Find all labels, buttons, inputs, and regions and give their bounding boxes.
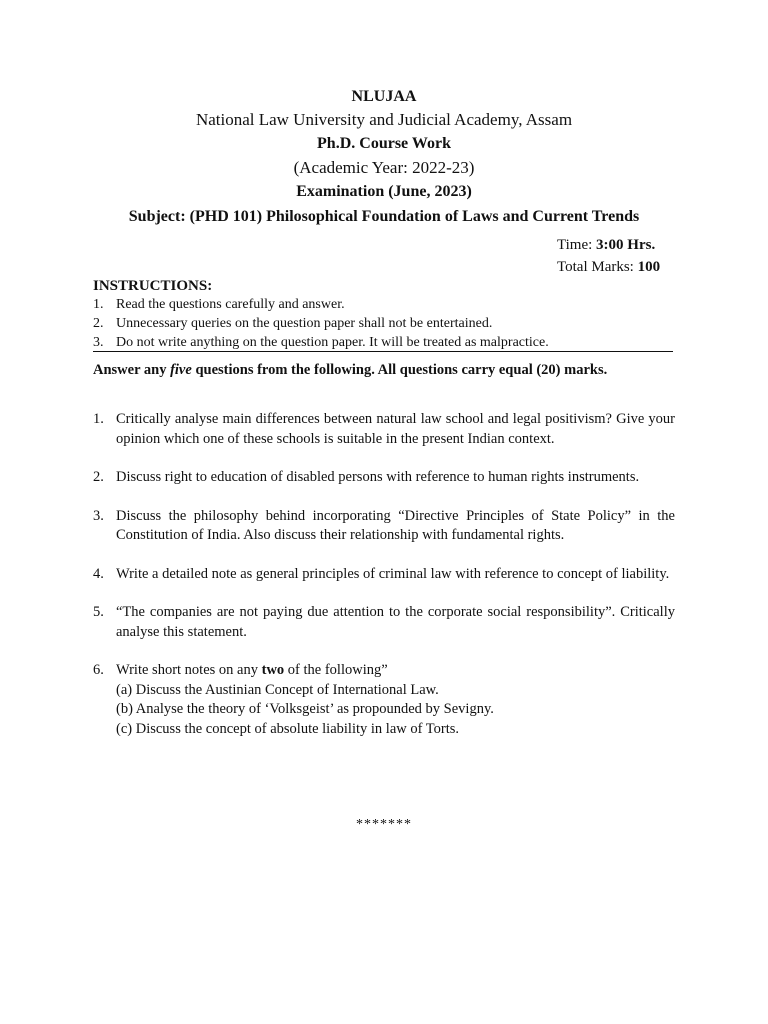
instructions-heading: INSTRUCTIONS: bbox=[93, 278, 213, 294]
lead-after: of the following” bbox=[284, 662, 388, 678]
instruction-item bbox=[93, 333, 673, 352]
directive-emphasis: five bbox=[170, 362, 192, 378]
question-item-short-notes bbox=[93, 661, 675, 739]
time-line bbox=[557, 234, 660, 256]
paper-header bbox=[0, 86, 768, 228]
instructions-list bbox=[93, 295, 673, 352]
question-item bbox=[93, 468, 675, 488]
institution-name: National Law University and Judicial Academy, Assam bbox=[195, 110, 573, 129]
directive-before: Answer any bbox=[93, 362, 171, 378]
question-number: 3. bbox=[93, 507, 104, 524]
marks-line bbox=[557, 256, 660, 278]
question-item bbox=[93, 410, 675, 449]
institution-acronym: NLUJAA bbox=[351, 88, 417, 105]
lead-bold: two bbox=[261, 662, 285, 678]
question-text: Write a detailed note as general principles of criminal law with reference to concept of liability. bbox=[116, 565, 670, 582]
directive-after: questions from the following. All questions carry equal (20) marks. bbox=[191, 362, 608, 378]
marks-value: 100 bbox=[637, 259, 661, 275]
question-number: 5. bbox=[93, 604, 104, 620]
answer-directive bbox=[93, 360, 673, 380]
question-text: “The companies are not paying due attention to the corporate social responsibility”. Critically analyse this statement. bbox=[116, 604, 675, 640]
question-item bbox=[93, 565, 675, 585]
academic-year: (Academic Year: 2022-23) bbox=[293, 158, 475, 177]
question-text: Critically analyse main differences between natural law school and legal positivism? Give your opinion which one of these schools is suitable in the present Indian context. bbox=[116, 411, 675, 447]
time-value: 3:00 Hrs. bbox=[596, 237, 656, 253]
lead-before: Write short notes on any bbox=[116, 662, 262, 678]
instruction-number: 2. bbox=[93, 316, 104, 331]
exam-meta bbox=[557, 234, 660, 278]
instruction-item bbox=[93, 314, 673, 333]
question-text bbox=[116, 661, 675, 739]
short-notes-lead bbox=[116, 661, 675, 681]
question-list bbox=[93, 410, 675, 739]
question-number: 4. bbox=[93, 565, 104, 582]
sub-question-b: (b) Analyse the theory of ‘Volksgeist’ as propounded by Sevigny. bbox=[116, 701, 494, 717]
question-item bbox=[93, 507, 675, 546]
instruction-item bbox=[93, 295, 673, 314]
question-text: Discuss the philosophy behind incorporating “Directive Principles of State Policy” in the Constitution of India. Also discuss their relationship with fundamental rights. bbox=[116, 507, 675, 543]
question-number: 2. bbox=[93, 469, 104, 485]
instruction-text: Do not write anything on the question paper. It will be treated as malpractice. bbox=[116, 335, 549, 350]
instruction-text: Unnecessary queries on the question paper shall not be entertained. bbox=[116, 316, 493, 331]
course-title: Ph.D. Course Work bbox=[317, 135, 451, 152]
sub-question-a: (a) Discuss the Austinian Concept of International Law. bbox=[116, 681, 439, 698]
instruction-number: 3. bbox=[93, 335, 104, 350]
time-label: Time: bbox=[557, 237, 597, 253]
instructions-block bbox=[93, 277, 673, 352]
marks-label: Total Marks: bbox=[557, 259, 638, 275]
end-marker: ******* bbox=[356, 817, 412, 832]
instruction-text: Read the questions carefully and answer. bbox=[116, 297, 345, 312]
question-text: Discuss right to education of disabled persons with reference to human rights instruments. bbox=[116, 469, 640, 485]
question-number: 6. bbox=[93, 662, 104, 678]
divider-rule bbox=[93, 351, 673, 352]
exam-title: Examination (June, 2023) bbox=[296, 183, 472, 200]
instruction-number: 1. bbox=[93, 297, 104, 312]
question-number: 1. bbox=[93, 411, 104, 427]
sub-question-c: (c) Discuss the concept of absolute liability in law of Torts. bbox=[116, 720, 460, 737]
subject-title: Subject: (PHD 101) Philosophical Foundation of Laws and Current Trends bbox=[128, 208, 640, 225]
question-item bbox=[93, 603, 675, 642]
